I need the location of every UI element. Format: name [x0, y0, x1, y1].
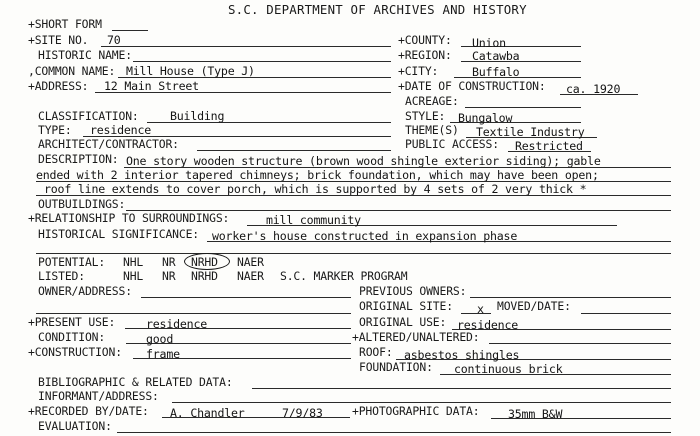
- common-name-value: Mill House (Type J): [126, 64, 255, 78]
- evaluation-label: EVALUATION:: [38, 419, 112, 433]
- historic-name-label: HISTORIC NAME:: [38, 48, 132, 62]
- county-label: +COUNTY:: [398, 33, 452, 47]
- original-site-label: ORIGINAL SITE:: [359, 299, 453, 313]
- address-value: 12 Main Street: [104, 79, 199, 93]
- evaluation-line: [117, 432, 671, 433]
- description-line-1: One story wooden structure (brown wood shingle exterior siding); gable: [126, 154, 601, 168]
- photographic-data-value: 35mm B&W: [508, 407, 563, 421]
- foundation-value: continuous brick: [454, 362, 563, 376]
- bibliographic-label: BIBLIOGRAPHIC & RELATED DATA:: [38, 375, 233, 389]
- owner-address-line-2: [36, 313, 351, 314]
- short-form-line: [112, 30, 148, 31]
- listed-naer[interactable]: NAER: [237, 269, 264, 283]
- listed-nrhd[interactable]: NRHD: [191, 269, 218, 283]
- agency-header: S.C. DEPARTMENT OF ARCHIVES AND HISTORY: [228, 2, 527, 17]
- recorded-date-value: 7/9/83: [282, 406, 323, 420]
- description-rule-3: [36, 195, 671, 196]
- type-label: TYPE:: [38, 123, 72, 137]
- relationship-label: +RELATIONSHIP TO SURROUNDINGS:: [28, 211, 230, 225]
- historical-significance-line-2: [36, 253, 671, 254]
- listed-nr[interactable]: NR: [162, 269, 176, 283]
- recorded-by-date-label: +RECORDED BY/DATE:: [28, 404, 149, 418]
- architect-contractor-line: [197, 150, 391, 151]
- listed-nhl[interactable]: NHL: [123, 269, 144, 283]
- foundation-label: FOUNDATION:: [359, 360, 433, 374]
- informant-address-label: INFORMANT/ADDRESS:: [38, 389, 159, 403]
- roof-label: ROOF:: [359, 345, 393, 359]
- city-value: Buffalo: [472, 65, 520, 79]
- original-site-line: [461, 313, 491, 314]
- description-label: DESCRIPTION:: [38, 152, 119, 166]
- classification-value: Building: [170, 109, 225, 123]
- altered-unaltered-line: [489, 343, 671, 344]
- condition-value: good: [146, 332, 174, 346]
- architect-contractor-label: ARCHITECT/CONTRACTOR:: [38, 137, 179, 151]
- nrhd-circle-mark: [184, 253, 230, 270]
- public-access-value: Restricted: [515, 139, 583, 153]
- owner-address-line: [141, 297, 351, 298]
- construction-value: frame: [146, 347, 180, 361]
- relationship-value: mill community: [266, 213, 361, 227]
- original-use-label: ORIGINAL USE:: [359, 315, 447, 329]
- present-use-value: residence: [146, 317, 208, 331]
- themes-label: THEME(S): [405, 123, 459, 137]
- altered-unaltered-label: +ALTERED/UNALTERED:: [352, 330, 480, 344]
- informant-address-line: [172, 402, 671, 403]
- potential-nrhd[interactable]: NRHD: [191, 255, 218, 269]
- themes-value: Textile Industry: [476, 125, 585, 139]
- historical-significance-value: worker's house constructed in expansion phase: [212, 229, 518, 243]
- date-of-construction-label: +DATE OF CONSTRUCTION:: [398, 79, 546, 93]
- site-no-value: 70: [107, 33, 121, 47]
- date-of-construction-value: ca. 1920: [566, 82, 621, 96]
- style-label: STYLE:: [405, 109, 446, 123]
- classification-label: CLASSIFICATION:: [38, 109, 139, 123]
- photographic-data-label: +PHOTOGRAPHIC DATA:: [352, 404, 480, 418]
- region-value: Catawba: [472, 49, 520, 63]
- listed-marker-program[interactable]: S.C. MARKER PROGRAM: [280, 269, 408, 283]
- owner-address-label: OWNER/ADDRESS:: [38, 284, 132, 298]
- site-no-label: +SITE NO.: [28, 33, 89, 47]
- type-value: residence: [90, 123, 152, 137]
- bibliographic-line: [252, 388, 671, 389]
- condition-label: CONDITION:: [38, 330, 106, 344]
- description-line-2: ended with 2 interior tapered chimneys; brick foundation, which may have been open;: [36, 168, 599, 182]
- roof-value: asbestos shingles: [404, 348, 520, 362]
- recorded-by-value: A. Chandler: [170, 406, 245, 420]
- listed-label: LISTED:: [38, 269, 85, 283]
- address-label: +ADDRESS:: [28, 79, 89, 93]
- historical-significance-label: HISTORICAL SIGNIFICANCE:: [38, 227, 199, 241]
- common-name-label: ,COMMON NAME:: [28, 64, 116, 78]
- potential-nhl[interactable]: NHL: [123, 255, 144, 269]
- potential-naer[interactable]: NAER: [237, 255, 264, 269]
- moved-date-line: [581, 313, 671, 314]
- short-form-label: +SHORT FORM: [28, 17, 102, 31]
- original-site-value: x: [477, 302, 484, 316]
- present-use-label: +PRESENT USE:: [28, 315, 116, 329]
- style-value: Bungalow: [458, 111, 513, 125]
- description-line-3: roof line extends to cover porch, which is supported by 4 sets of 2 very thick *: [44, 182, 587, 196]
- acreage-line: [465, 107, 581, 108]
- original-use-value: residence: [457, 318, 519, 332]
- region-label: +REGION:: [398, 48, 452, 62]
- previous-owners-line: [470, 297, 671, 298]
- potential-label: POTENTIAL:: [38, 255, 106, 269]
- historic-name-line: [133, 61, 391, 62]
- acreage-label: ACREAGE:: [405, 94, 459, 108]
- previous-owners-label: PREVIOUS OWNERS:: [359, 284, 467, 298]
- site-no-line: [101, 46, 391, 47]
- construction-label: +CONSTRUCTION:: [28, 345, 122, 359]
- moved-date-label: MOVED/DATE:: [497, 299, 571, 313]
- county-value: Union: [472, 36, 506, 50]
- public-access-label: PUBLIC ACCESS:: [405, 137, 499, 151]
- potential-nr[interactable]: NR: [162, 255, 176, 269]
- city-label: +CITY:: [398, 64, 439, 78]
- outbuildings-label: OUTBUILDINGS:: [38, 197, 126, 211]
